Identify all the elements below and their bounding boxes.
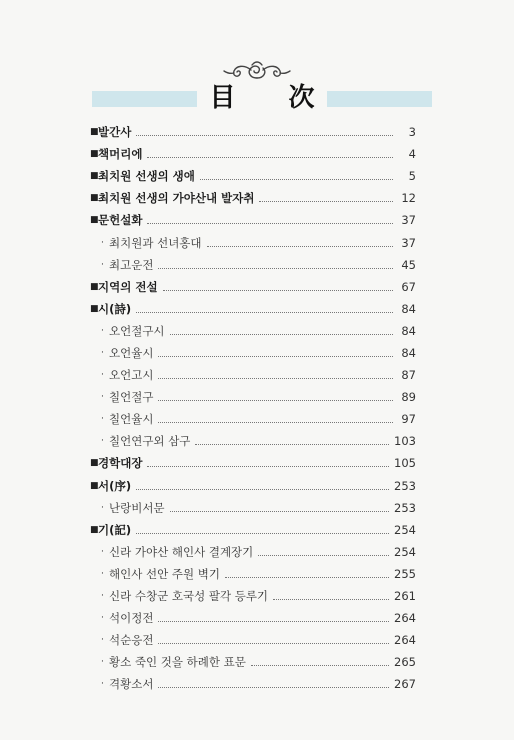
dot-leader: [147, 465, 389, 467]
toc-entry-page-number: 254: [394, 522, 416, 537]
dot-leader: [136, 134, 393, 136]
dot-leader: [147, 222, 393, 224]
toc-entry-page-number: 5: [408, 169, 416, 184]
dot-leader: [195, 443, 389, 445]
toc-entry-page-number: 253: [394, 500, 416, 515]
dot-leader: [136, 311, 393, 313]
toc-entry-label: 해인사 선안 주원 벽기: [109, 566, 220, 581]
square-bullet-icon: ■: [90, 171, 99, 182]
dot-bullet-icon: ·: [101, 259, 104, 270]
dot-leader: [163, 289, 393, 291]
dot-leader: [158, 686, 389, 688]
toc-entry-page-number: 67: [401, 279, 416, 294]
dot-leader: [136, 488, 389, 490]
toc-entry-page-number: 84: [401, 323, 416, 338]
toc-entry-page-number: 105: [394, 456, 416, 471]
dot-bullet-icon: ·: [101, 436, 104, 447]
toc-entry-page-number: 89: [401, 390, 416, 405]
dot-leader: [158, 377, 393, 379]
dot-leader: [136, 532, 389, 534]
toc-entry-page-number: 97: [401, 412, 416, 427]
toc-entry-label: 시(詩): [98, 301, 132, 316]
toc-entry-label: 오언절구시: [109, 323, 165, 338]
toc-entry-label: 경학대장: [98, 456, 143, 471]
toc-entry-label: 석순응전: [109, 633, 154, 648]
dot-bullet-icon: ·: [101, 568, 104, 579]
dot-bullet-icon: ·: [101, 657, 104, 668]
toc-entry-label: 칠언절구: [109, 390, 154, 405]
square-bullet-icon: ■: [90, 303, 99, 314]
square-bullet-icon: ■: [90, 193, 99, 204]
square-bullet-icon: ■: [90, 215, 99, 226]
square-bullet-icon: ■: [90, 524, 99, 535]
cloud-ornament-icon: [222, 58, 292, 82]
dot-leader: [158, 267, 393, 269]
dot-leader: [158, 620, 389, 622]
toc-entry[interactable]: [90, 298, 416, 320]
toc-entry-label: 지역의 전설: [98, 279, 158, 294]
dot-bullet-icon: ·: [101, 325, 104, 336]
toc-entry[interactable]: [90, 165, 416, 187]
toc-entry-label: 신라 가야산 해인사 결계장기: [109, 544, 254, 559]
toc-subentry[interactable]: [90, 629, 416, 651]
dot-leader: [170, 510, 390, 512]
toc-entry-page-number: 264: [394, 633, 416, 648]
dot-leader: [158, 421, 393, 423]
toc-entry[interactable]: [90, 187, 416, 209]
toc-entry-page-number: 4: [408, 147, 416, 162]
toc-entry-label: 오언율시: [109, 345, 154, 360]
toc-entry-label: 칠언연구외 삼구: [109, 434, 191, 449]
dot-bullet-icon: ·: [101, 679, 104, 690]
page-title: 目 次: [209, 83, 337, 113]
dot-leader: [200, 178, 393, 180]
dot-leader: [158, 355, 393, 357]
square-bullet-icon: ■: [90, 458, 99, 469]
dot-bullet-icon: ·: [101, 414, 104, 425]
toc-entry[interactable]: [90, 276, 416, 298]
toc-entry-label: 난랑비서문: [109, 500, 165, 515]
toc-entry-page-number: 103: [394, 434, 416, 449]
toc-entry-label: 서(序): [98, 478, 132, 493]
dot-bullet-icon: ·: [101, 502, 104, 513]
dot-leader: [158, 642, 389, 644]
dot-leader: [147, 156, 393, 158]
toc-entry-page-number: 255: [394, 566, 416, 581]
dot-bullet-icon: ·: [101, 546, 104, 557]
toc-subentry[interactable]: [90, 231, 416, 253]
toc-subentry[interactable]: [90, 386, 416, 408]
toc-entry-page-number: 253: [394, 478, 416, 493]
title-banner: [92, 82, 432, 116]
toc-entry-page-number: 37: [401, 213, 416, 228]
toc-entry-page-number: 264: [394, 611, 416, 626]
toc-entry-label: 신라 수창군 호국성 팔각 등루기: [109, 589, 269, 604]
toc-subentry[interactable]: [90, 563, 416, 585]
toc-entry[interactable]: [90, 121, 416, 143]
toc-entry-page-number: 37: [401, 235, 416, 250]
dot-bullet-icon: ·: [101, 370, 104, 381]
toc-entry-label: 발간사: [98, 125, 132, 140]
toc-entry-label: 석이정전: [109, 611, 154, 626]
toc-entry-label: 격황소서: [109, 677, 154, 692]
toc-subentry[interactable]: [90, 430, 416, 452]
dot-leader: [258, 554, 389, 556]
toc-entry-page-number: 84: [401, 345, 416, 360]
dot-leader: [225, 576, 389, 578]
toc-entry[interactable]: [90, 143, 416, 165]
toc-entry-label: 책머리에: [98, 147, 143, 162]
dot-bullet-icon: ·: [101, 591, 104, 602]
toc-subentry[interactable]: [90, 585, 416, 607]
dot-bullet-icon: ·: [101, 635, 104, 646]
square-bullet-icon: ■: [90, 127, 99, 138]
toc-subentry[interactable]: [90, 541, 416, 563]
toc-entry-label: 최치원 선생의 가야산내 발자취: [98, 191, 255, 206]
dot-leader: [273, 598, 389, 600]
dot-leader: [251, 664, 389, 666]
toc-entry-label: 기(記): [98, 522, 132, 537]
toc-entry-label: 오언고시: [109, 368, 154, 383]
toc-entry-page-number: 45: [401, 257, 416, 272]
toc-entry[interactable]: [90, 209, 416, 231]
toc-subentry[interactable]: [90, 673, 416, 695]
toc-subentry[interactable]: [90, 254, 416, 276]
toc-entry-label: 문헌설화: [98, 213, 143, 228]
table-of-contents: [90, 121, 416, 695]
dot-bullet-icon: ·: [101, 392, 104, 403]
square-bullet-icon: ■: [90, 149, 99, 160]
toc-entry[interactable]: [90, 475, 416, 497]
toc-entry-page-number: 3: [408, 125, 416, 140]
toc-entry-label: 칠언율시: [109, 412, 154, 427]
toc-entry-label: 최치원과 선녀홍대: [109, 235, 202, 250]
toc-entry-label: 최치원 선생의 생애: [98, 169, 195, 184]
toc-entry[interactable]: [90, 452, 416, 474]
toc-subentry[interactable]: [90, 497, 416, 519]
toc-subentry[interactable]: [90, 651, 416, 673]
toc-entry-label: 최고운전: [109, 257, 154, 272]
toc-entry-page-number: 261: [394, 589, 416, 604]
toc-subentry[interactable]: [90, 607, 416, 629]
dot-bullet-icon: ·: [101, 237, 104, 248]
toc-subentry[interactable]: [90, 342, 416, 364]
dot-leader: [158, 399, 393, 401]
toc-subentry[interactable]: [90, 364, 416, 386]
dot-leader: [170, 333, 393, 335]
toc-entry[interactable]: [90, 519, 416, 541]
toc-subentry[interactable]: [90, 408, 416, 430]
dot-bullet-icon: ·: [101, 347, 104, 358]
toc-entry-page-number: 12: [401, 191, 416, 206]
dot-bullet-icon: ·: [101, 613, 104, 624]
toc-entry-page-number: 254: [394, 544, 416, 559]
dot-leader: [207, 245, 393, 247]
toc-entry-page-number: 84: [401, 301, 416, 316]
square-bullet-icon: ■: [90, 281, 99, 292]
toc-entry-page-number: 265: [394, 655, 416, 670]
toc-subentry[interactable]: [90, 320, 416, 342]
toc-entry-label: 황소 죽인 것을 하례한 표문: [109, 655, 246, 670]
toc-entry-page-number: 267: [394, 677, 416, 692]
square-bullet-icon: ■: [90, 480, 99, 491]
toc-entry-page-number: 87: [401, 368, 416, 383]
dot-leader: [259, 200, 393, 202]
